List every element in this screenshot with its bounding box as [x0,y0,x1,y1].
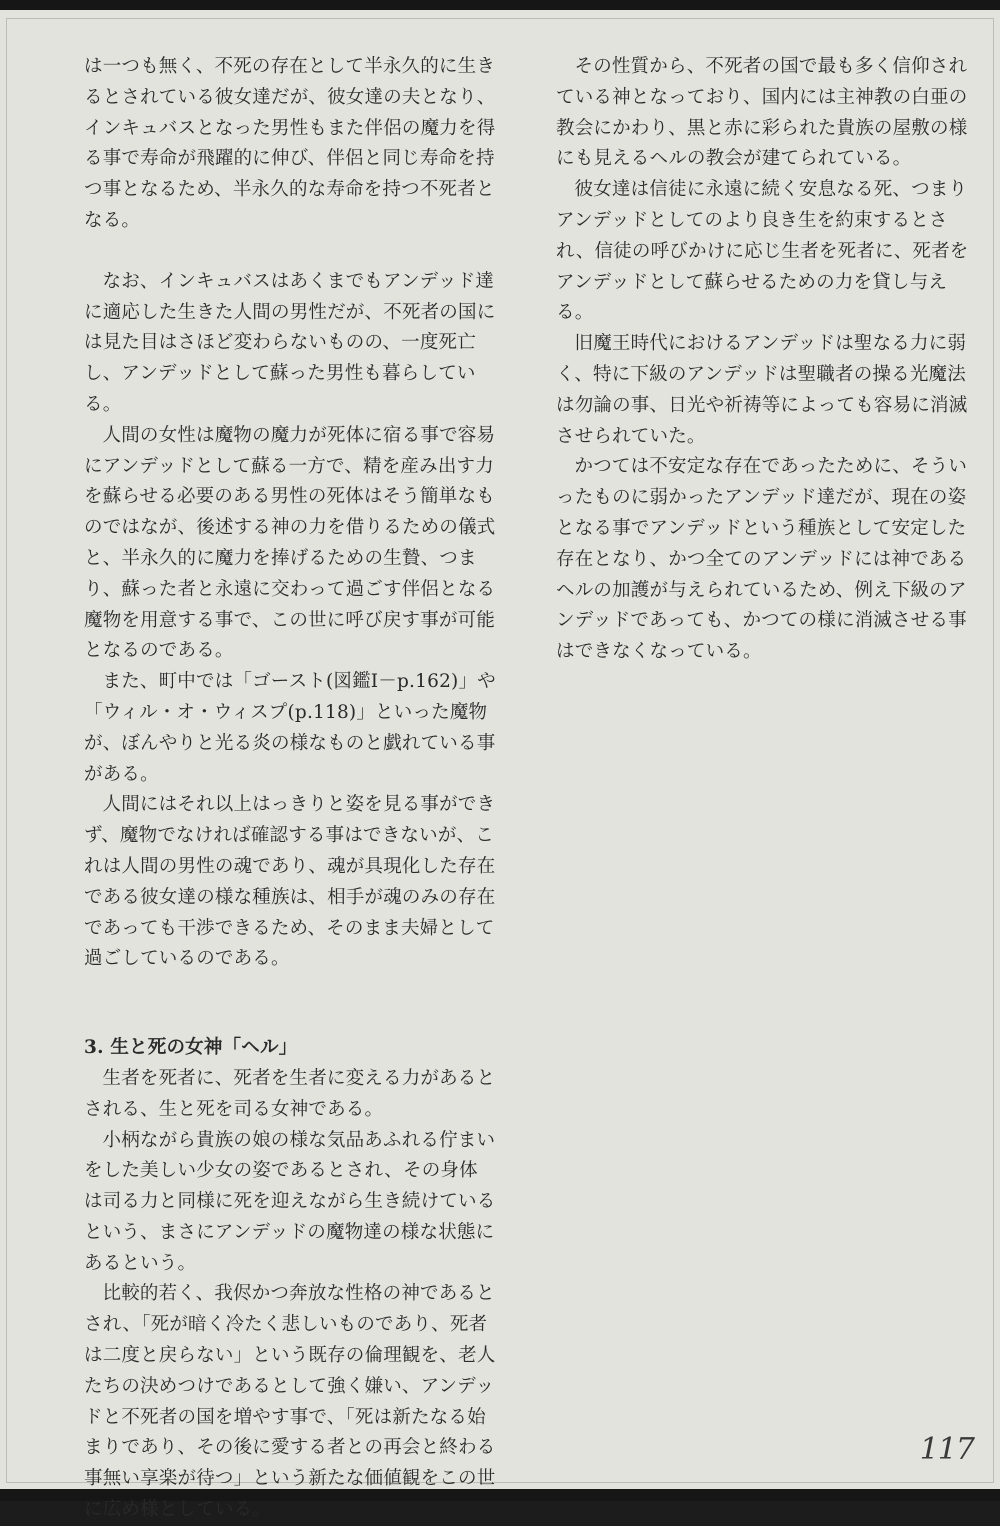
page-number: 117 [919,1432,974,1467]
paragraph: かつては不安定な存在であったために、そういったものに弱かったアンデッド達だが、現在の姿となる事でアンデッドという種族として安定した存在となり、かつ全てのアンデッドには神であるヘルの加護が与えられているため、例え下級のアンデッドであっても、かつての様に消滅させる事はできなくなっている。 [556,456,968,663]
paragraph: 人間の女性は魔物の魔力が死体に宿る事で容易にアンデッドとして蘇る一方で、精を産み出す力を蘇らせる必要のある男性の死体はそう簡単なものではなが、後述する神の力を借りるための儀式と、半永久的に魔力を捧げるための生贄、つまり、蘇った者と永遠に交わって過ごす伴侶となる魔物を用意する事で、この世に呼び戻す事が可能となるのである。 [84,424,496,662]
paragraph: は一つも無く、不死の存在として半永久的に生きるとされている彼女達だが、彼女達の夫となり、インキュバスとなった男性もまた伴侶の魔力を得る事で寿命が飛躍的に伸び、伴侶と同じ寿命を持つ事となるため、半永久的な寿命を持つ不死者となる。 [84,56,496,231]
paragraph: 人間にはそれ以上はっきりと姿を見る事ができず、魔物でなければ確認する事はできないが、これは人間の男性の魂であり、魂が具現化した存在である彼女達の様な種族は、相手が魂のみの存在であっても干渉できるため、そのまま夫婦として過ごしているのである。 [84,794,496,970]
paragraph: 旧魔王時代におけるアンデッドは聖なる力に弱く、特に下級のアンデッドは聖職者の操る光魔法は勿論の事、日光や祈祷等によっても容易に消滅させられていた。 [556,333,968,447]
left-column [84,52,496,1526]
paragraph: 彼女達は信徒に永遠に続く安息なる死、つまりアンデッドとしてのより良き生を約束するとされ、信徒の呼びかけに応じ生者を死者に、死者をアンデッドとして蘇らせるための力を貸し与える。 [556,179,969,324]
section-heading: 3. 生と死の女神「ヘル」 [84,1037,298,1059]
paragraph: なお、インキュバスはあくまでもアンデッド達に適応した生きた人間の男性だが、不死者の国には見た目はさほど変わらないものの、一度死亡し、アンデッドとして蘇った男性も暮らしている。 [84,270,496,415]
right-column [556,52,972,668]
paragraph: その性質から、不死者の国で最も多く信仰されている神となっており、国内には主神教の白亜の教会にかわり、黒と赤に彩られた貴族の屋敷の様にも見えるヘルの教会が建てられている。 [556,56,968,170]
paragraph: また、町中では「ゴースト(図鑑Ⅰ－p.162)」や「ウィル・オ・ウィスプ(p.118)」といった魔物が、ぼんやりと光る炎の様なものと戯れている事がある。 [84,671,496,785]
paragraph: 小柄ながら貴族の娘の様な気品あふれる佇まいをした美しい少女の姿であるとされ、その身体は司る力と同様に死を迎えながら生き続けているという、まさにアンデッドの魔物達の様な状態にあるという。 [84,1129,496,1274]
paragraph: 生者を死者に、死者を生者に変える力があるとされる、生と死を司る女神である。 [84,1067,496,1120]
paragraph: 比較的若く、我侭かつ奔放な性格の神であるとされ、「死が暗く冷たく悲しいものであり、死者は二度と戻らない」という既存の倫理観を、老人たちの決めつけであるとして強く嫌い、アンデッドと不死者の国を増やす事で、「死は新たなる始まりであり、その後に愛する者との再会と終わる事無い享楽が待つ」という新たな価値観をこの世に広め様としている。 [84,1283,496,1521]
